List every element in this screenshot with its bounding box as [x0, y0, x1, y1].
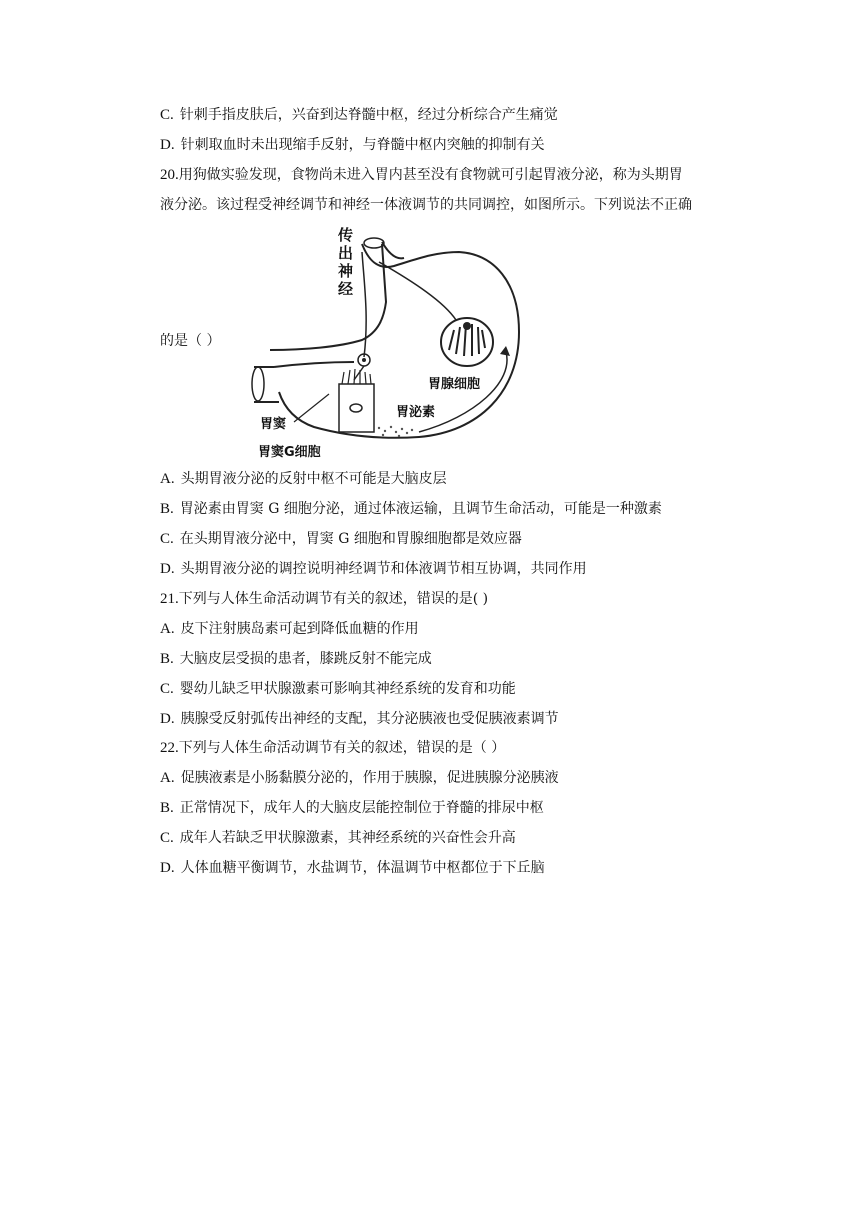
label-gland-cell: 胃腺细胞 [428, 377, 481, 392]
option-text: 成年人若缺乏甲状腺激素，其神经系统的兴奋性会升高 [179, 830, 516, 846]
label-nerve-2: 出 [338, 244, 354, 262]
q20-stem-line2: 液分泌。该过程受神经调节和神经一体液调节的共同调控，如图所示。下列说法不正确 [160, 197, 692, 213]
q20-option-a [160, 470, 447, 488]
stem-text: 下列与人体生命活动调节有关的叙述，错误的是( ) [178, 591, 489, 607]
label-nerve-3: 神 [338, 262, 354, 280]
label-nerve-1: 传 [338, 226, 354, 244]
q22-option-c [160, 829, 516, 847]
option-text: 正常情况下，成年人的大脑皮层能控制位于脊髓的排尿中枢 [179, 800, 544, 816]
esophagus-opening [364, 238, 384, 248]
q21-option-c [160, 680, 516, 698]
q22-option-d [160, 859, 545, 877]
option-key: D. [160, 561, 175, 577]
label-g-cell: 胃窦G细胞 [258, 445, 321, 460]
option-key: B. [160, 651, 174, 667]
stomach-diagram-svg [244, 222, 524, 462]
g-cell [339, 384, 374, 432]
option-key: D. [160, 860, 175, 876]
option-key: C. [160, 107, 174, 123]
question-number: 21. [160, 591, 179, 607]
q22-stem [160, 739, 505, 757]
q19-option-d [160, 136, 545, 154]
duodenum-opening [252, 367, 264, 401]
esophagus-wall [382, 242, 404, 258]
label-gastrin: 胃泌素 [396, 405, 436, 420]
q21-option-b [160, 650, 432, 668]
q20-option-c [160, 530, 522, 548]
label-nerve-4: 经 [338, 280, 354, 298]
option-text: 针刺手指皮肤后，兴奋到达脊髓中枢，经过分析综合产生痛觉 [179, 107, 558, 123]
q20-stem-line1 [160, 166, 683, 184]
q22-option-b [160, 799, 544, 817]
option-text: 胰腺受反射弧传出神经的支配，其分泌胰液也受促胰液素调节 [180, 711, 559, 727]
circulation-arrow [419, 352, 507, 432]
q19-option-c [160, 106, 558, 124]
stem-text: 下列与人体生命活动调节有关的叙述，错误的是（ ） [178, 740, 506, 756]
option-key: A. [160, 471, 175, 487]
question-number: 20. [160, 167, 179, 183]
option-text: 大脑皮层受损的患者，膝跳反射不能完成 [179, 651, 432, 667]
q20-option-b [160, 500, 662, 518]
option-text: 头期胃液分泌的调控说明神经调节和体液调节相互协调，共同作用 [180, 561, 587, 577]
stomach-inner-wall [270, 244, 386, 350]
option-key: A. [160, 770, 175, 786]
option-text: 胃泌素由胃窦 G 细胞分泌，通过体液运输，且调节生命活动，可能是一种激素 [179, 501, 662, 517]
gastrin-dots [378, 426, 413, 437]
option-key: C. [160, 830, 174, 846]
option-key: D. [160, 137, 175, 153]
stomach-diagram [244, 222, 524, 462]
option-text: 促胰液素是小肠黏膜分泌的，作用于胰腺，促进胰腺分泌胰液 [180, 770, 559, 786]
q21-stem [160, 590, 488, 608]
q21-option-d [160, 710, 559, 728]
label-antrum: 胃窦 [260, 417, 287, 432]
stem-text: 用狗做实验发现，食物尚未进入胃内甚至没有食物就可引起胃液分泌，称为头期胃 [178, 167, 683, 183]
q22-option-a [160, 769, 559, 787]
q20-option-d [160, 560, 587, 578]
option-key: C. [160, 681, 174, 697]
efferent-nerve [362, 252, 366, 357]
option-text: 皮下注射胰岛素可起到降低血糖的作用 [180, 621, 419, 637]
nerve-to-gland [379, 262, 456, 320]
option-key: B. [160, 501, 174, 517]
option-text: 人体血糖平衡调节，水盐调节，体温调节中枢都位于下丘脑 [180, 860, 545, 876]
option-text: 针刺取血时未出现缩手反射，与脊髓中枢内突触的抑制有关 [180, 137, 545, 153]
q21-option-a [160, 620, 419, 638]
option-key: C. [160, 531, 174, 547]
option-text: 在头期胃液分泌中，胃窦 G 细胞和胃腺细胞都是效应器 [179, 531, 522, 547]
option-key: B. [160, 800, 174, 816]
q20-stem-line3: 的是（ ） [160, 333, 221, 349]
option-key: A. [160, 621, 175, 637]
option-key: D. [160, 711, 175, 727]
duodenum [254, 367, 279, 402]
option-text: 婴幼儿缺乏甲状腺激素可影响其神经系统的发育和功能 [179, 681, 516, 697]
option-text: 头期胃液分泌的反射中枢不可能是大脑皮层 [180, 471, 447, 487]
question-number: 22. [160, 740, 179, 756]
